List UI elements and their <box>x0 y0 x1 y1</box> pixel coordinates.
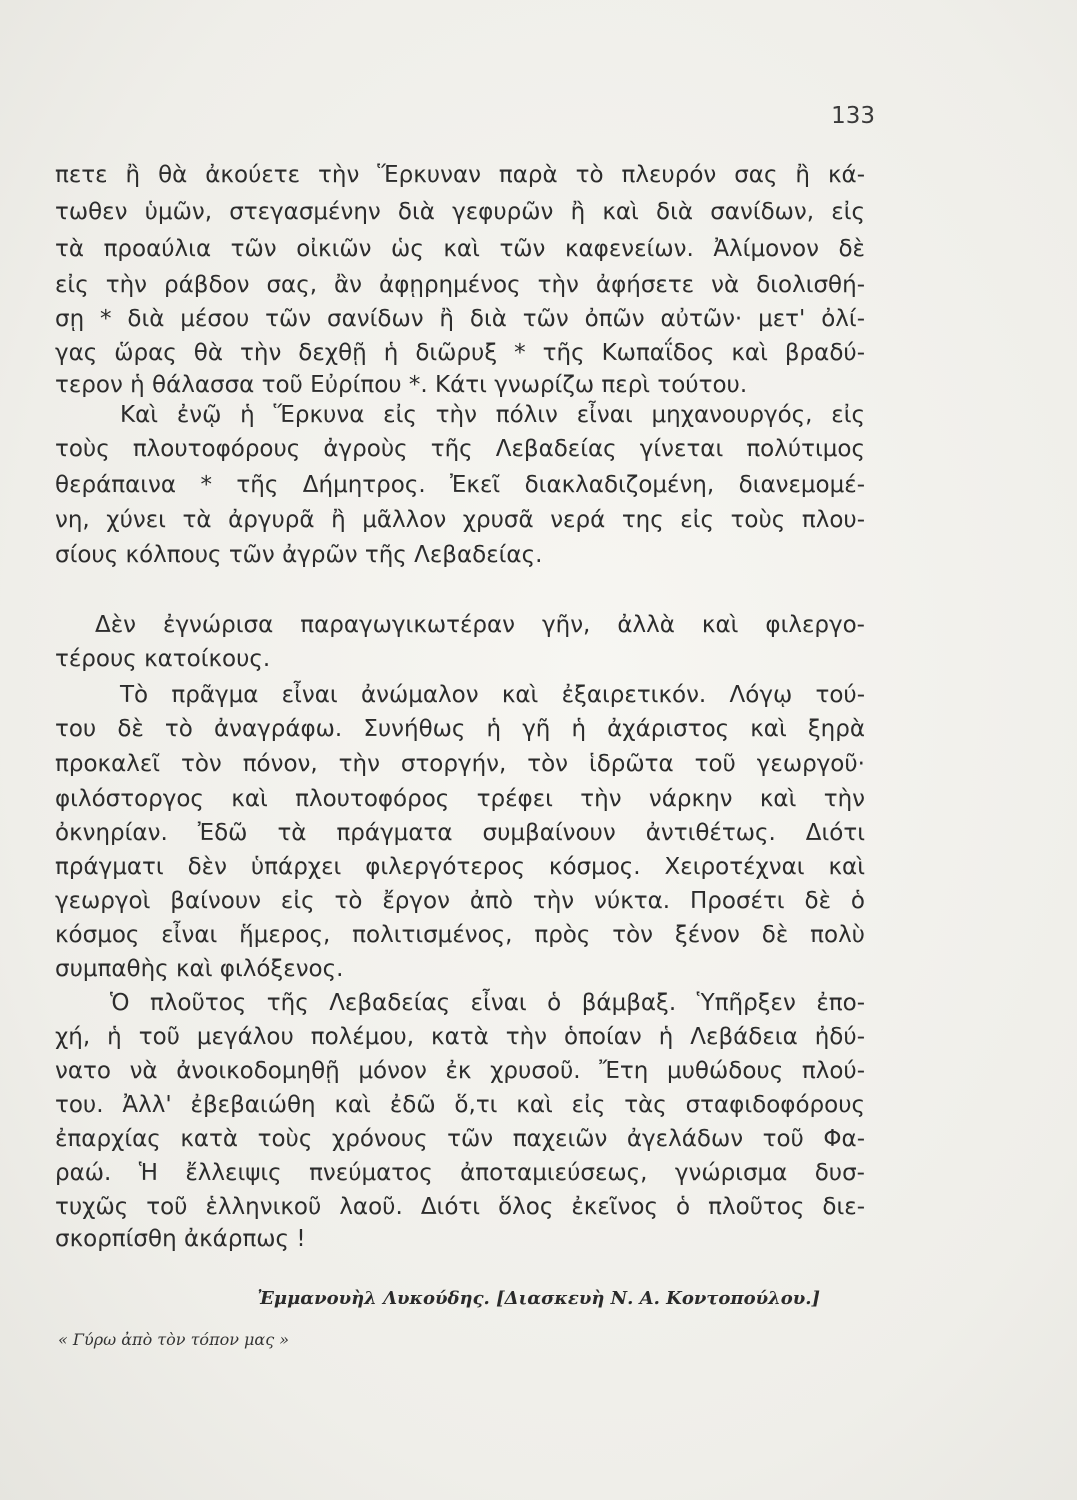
text-line: του. Ἀλλ' ἐβεβαιώθη καὶ ἐδῶ ὅ,τι καὶ εἰς τὰς σταφιδοφόρους <box>55 1092 865 1118</box>
text-line: χή, ἡ τοῦ μεγάλου πολέμου, κατὰ τὴν ὁποίαν ἡ Λεβάδεια ἠδύ- <box>55 1024 865 1050</box>
page-number: 133 <box>831 103 875 129</box>
text-line: συμπαθὴς καὶ φιλόξενος. <box>55 956 344 982</box>
text-line: νη, χύνει τὰ ἀργυρᾶ ἢ μᾶλλον χρυσᾶ νερά της εἰς τοὺς πλου- <box>55 507 865 533</box>
text-line: Ὁ πλοῦτος τῆς Λεβαδείας εἶναι ὁ βάμβαξ. Ὑπῆρξεν ἐπο- <box>110 990 865 1016</box>
text-line: θεράπαινα * τῆς Δήμητρος. Ἐκεῖ διακλαδιζομένη, διανεμομέ- <box>55 472 865 498</box>
text-line: τέρους κατοίκους. <box>55 646 271 672</box>
text-line: σίους κόλπους τῶν ἀγρῶν τῆς Λεβαδείας. <box>55 542 543 568</box>
text-line: κόσμος εἶναι ἥμερος, πολιτισμένος, πρὸς τὸν ξένον δὲ πολὺ <box>55 922 865 948</box>
text-line: ὀκνηρίαν. Ἐδῶ τὰ πράγματα συμβαίνουν ἀντιθέτως. Διότι <box>55 820 865 846</box>
text-line: γεωργοὶ βαίνουν εἰς τὸ ἔργον ἀπὸ τὴν νύκτα. Προσέτι δὲ ὁ <box>55 888 865 914</box>
text-line: εἰς τὴν ράβδον σας, ἂν ἀφῃρημένος τὴν ἀφήσετε νὰ διολισθή- <box>55 272 865 298</box>
text-line: Δὲν ἐγνώρισα παραγωγικωτέραν γῆν, ἀλλὰ καὶ φιλεργο- <box>95 612 865 638</box>
text-line: τυχῶς τοῦ ἑλληνικοῦ λαοῦ. Διότι ὅλος ἐκεῖνος ὁ πλοῦτος διε- <box>55 1194 865 1220</box>
text-line: προκαλεῖ τὸν πόνον, τὴν στοργήν, τὸν ἱδρῶτα τοῦ γεωργοῦ· <box>55 751 865 777</box>
text-line: ραώ. Ἡ ἔλλειψις πνεύματος ἀποταμιεύσεως, γνώρισμα δυσ- <box>55 1160 865 1186</box>
source-title: « Γύρω ἀπὸ τὸν τόπον μας » <box>58 1330 290 1349</box>
text-line: σῃ * διὰ μέσου τῶν σανίδων ἢ διὰ τῶν ὀπῶν αὐτῶν· μετ' ὀλί- <box>55 306 865 332</box>
author-attribution: Ἐμμανουὴλ Λυκούδης. [Διασκευὴ Ν. Α. Κοντοπούλου.] <box>257 1288 820 1309</box>
text-line: τὰ προαύλια τῶν οἰκιῶν ὡς καὶ τῶν καφενείων. Ἀλίμονον δὲ <box>55 236 865 262</box>
text-line: φιλόστοργος καὶ πλουτοφόρος τρέφει τὴν νάρκην καὶ τὴν <box>55 786 865 812</box>
text-line: τοὺς πλουτοφόρους ἀγροὺς τῆς Λεβαδείας γίνεται πολύτιμος <box>55 436 865 462</box>
text-line: τωθεν ὑμῶν, στεγασμένην διὰ γεφυρῶν ἢ καὶ διὰ σανίδων, εἰς <box>55 199 865 225</box>
text-line: γας ὥρας θὰ τὴν δεχθῇ ἡ διῶρυξ * τῆς Κωπαΐδος καὶ βραδύ- <box>55 340 865 366</box>
text-line: νατο νὰ ἀνοικοδομηθῇ μόνον ἐκ χρυσοῦ. Ἔτη μυθώδους πλού- <box>55 1058 865 1084</box>
text-line: Τὸ πρᾶγμα εἶναι ἀνώμαλον καὶ ἐξαιρετικόν. Λόγῳ τού- <box>120 682 865 708</box>
text-line: ἐπαρχίας κατὰ τοὺς χρόνους τῶν παχειῶν ἀγελάδων τοῦ Φα- <box>55 1126 865 1152</box>
text-line: του δὲ τὸ ἀναγράφω. Συνήθως ἡ γῆ ἡ ἀχάριστος καὶ ξηρὰ <box>55 716 865 742</box>
text-line: σκορπίσθη ἀκάρπως ! <box>55 1226 306 1252</box>
text-line: Καὶ ἐνῷ ἡ Ἕρκυνα εἰς τὴν πόλιν εἶναι μηχανουργός, εἰς <box>120 402 865 428</box>
text-line: πράγματι δὲν ὑπάρχει φιλεργότερος κόσμος. Χειροτέχναι καὶ <box>55 854 865 880</box>
text-line: πετε ἢ θὰ ἀκούετε τὴν Ἕρκυναν παρὰ τὸ πλευρόν σας ἢ κά- <box>55 162 865 188</box>
text-line: τερον ἡ θάλασσα τοῦ Εὐρίπου *. Κάτι γνωρίζω περὶ τούτου. <box>55 372 748 398</box>
